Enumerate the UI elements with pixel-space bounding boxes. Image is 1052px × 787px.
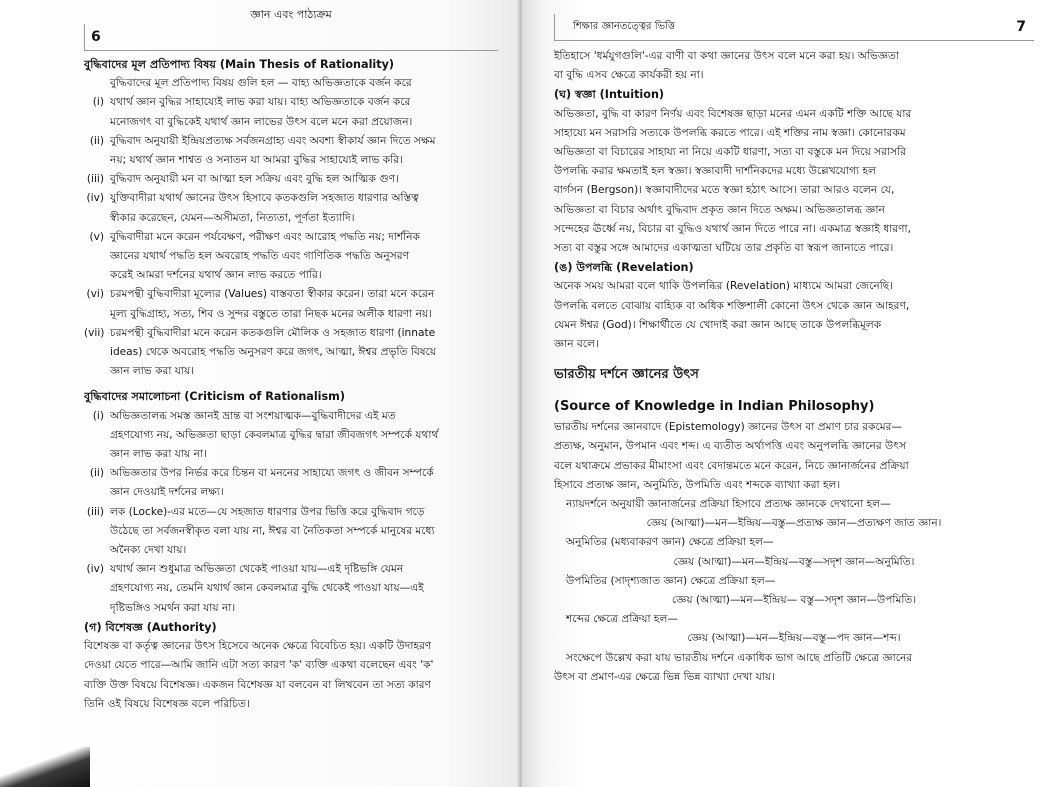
list-item-text: দৃষ্টিভঙ্গিও সমর্থন করা যায় না। — [110, 601, 236, 614]
list-item-line — [84, 541, 498, 560]
list-item-text: অনৈক্য দেখা যায়। — [110, 544, 187, 557]
paragraph-line: অভিজ্ঞতা বা বিচারের সাহায্য না নিয়ে একটি ধারণা, সত্য বা বস্তুকে মন দিয়ে সরাসরি — [554, 146, 906, 159]
list-item-text: করেই আমরা দর্শনের যথার্থ জ্ঞান লাভ করতে পারি। — [110, 269, 322, 282]
list-item-number — [84, 426, 110, 445]
left-running-head: জ্ঞান এবং পাঠ্যক্রম — [250, 8, 332, 21]
left-page — [0, 0, 522, 787]
list-item-text: জ্ঞানের যথার্থ পদ্ধতি হল অবরোহ পদ্ধতি এবং গাণিতিক পদ্ধতি অনুসরণ — [110, 250, 409, 263]
page-edge-shadow — [0, 747, 90, 787]
list-item-number — [84, 343, 110, 362]
list-item-number — [84, 579, 110, 598]
list-item-text: বুদ্ধিবাদীরা মনে করেন পর্যবেক্ষণ, পরীক্ষণ এবং আরোহ পদ্ধতি নয়; দার্শনিক — [110, 230, 420, 243]
list-item-number — [84, 151, 110, 170]
list-item-number: (i) — [92, 96, 104, 109]
paragraph-line: অনুমিতির (মধ্যবাকরণ জ্ঞান) ক্ষেত্রে প্রক্রিয়া হল— — [566, 536, 774, 549]
list-item-line — [84, 228, 498, 247]
list-item-line — [84, 503, 498, 522]
list-item-line — [84, 132, 498, 151]
list-item-number — [84, 445, 110, 464]
list-item-number: (vii) — [84, 326, 105, 339]
paragraph-line: অভিজ্ঞতা, বুদ্ধি বা কারণ নির্ণয় এবং বিশেষজ্ঞ ছাড়া মনের এমন একটি শক্তি আছে যার — [554, 107, 912, 120]
list-item-text: বুদ্ধিবাদ অনুযায়ী ইন্দ্রিয়প্রত্যক্ষ সর্বজনগ্রাহ্য এবং অবশ্য স্বীকার্য জ্ঞান দিতে সক্ষম — [110, 134, 436, 147]
paragraph-line: উপলব্ধি বলতে বোঝায় বাহ্যিক বা অধিক শক্তিশালী কোনো উৎস থেকে জ্ঞান আহরণ, — [554, 299, 910, 312]
list-item-text: স্বীকার করেছেন, যেমন—অসীমতা, নিত্যতা, পূর্ণতা ইত্যাদি। — [110, 211, 355, 224]
list-item-text: জ্ঞান লাভ করা যায়। — [110, 365, 195, 378]
list-item-line — [84, 362, 498, 381]
list-item-line — [84, 407, 498, 426]
paragraph-line: যেমন ঈশ্বর (God)। শিক্ষার্থীতে যে খোদাই করা জ্ঞান আছে তাকে উপলব্ধিমূলক — [554, 318, 882, 331]
left-page-text — [84, 55, 498, 714]
list-item-text: উঠেছে তা সর্বজনস্বীকৃত বলা যায় না, ঈশ্বর বা নৈতিকতা সম্পর্কে মানুষের মধ্যে — [110, 524, 435, 537]
list-item-line — [84, 464, 498, 483]
list-item-text: গ্রহণযোগ্য নয়, অভিজ্ঞতা ছাড়া কেবলমাত্র বুদ্ধির দ্বারা জীবজগৎ সম্পর্কে যথার্থ — [110, 428, 439, 441]
list-item-line — [84, 324, 498, 343]
section-heading: বুদ্ধিবাদের মূল প্রতিপাদ্য বিষয় (Main Thesis of Rationality) — [84, 58, 394, 71]
right-running-head: শিক্ষার জ্ঞানতত্ত্বের ভিত্তি — [573, 20, 676, 32]
list-item-line — [84, 113, 498, 132]
list-item-line — [84, 189, 498, 208]
list-item-line — [84, 426, 498, 445]
right-page-text — [554, 47, 1034, 687]
list-item-text: যথার্থ জ্ঞান বুদ্ধির সাহায্যেই লাভ করা যায়। বাহ্য অভিজ্ঞতাকে বর্জন করে — [110, 96, 411, 109]
process-formula: জ্ঞেয় (আত্মা)—মন—ইন্দ্রিয়— বস্তু—সদৃশ জ্ঞান—উপমিতি। — [671, 594, 917, 607]
list-item-number — [84, 362, 110, 381]
list-item-number — [84, 305, 110, 324]
right-page-number: 7 — [1016, 19, 1026, 35]
paragraph-line: উপলব্ধি করার ক্ষমতাই হল স্বজ্ঞা। স্বজ্ঞাবাদী দার্শনিকদের মধ্যে উল্লেখযোগ্য হল — [554, 165, 876, 178]
list-item-text: মনোজগৎ বা বুদ্ধিকেই যথার্থ জ্ঞান লাভের উৎস বলে মনে করা প্রয়োজন। — [110, 115, 413, 128]
paragraph-line: ব্যক্তি উক্ত বিষয়ে বিশেষজ্ঞ। একজন বিশেষজ্ঞ যা বলবেন বা লিখবেন তা সত্য কারণ — [84, 678, 431, 691]
paragraph-line: অভিজ্ঞতা বা বিচার অর্থাৎ বুদ্ধিবাদ প্রকৃত জ্ঞান দিতে অক্ষম। অভিজ্ঞতালব্ধ জ্ঞান — [554, 203, 885, 216]
list-item-number — [84, 247, 110, 266]
list-item-text: ideas) থেকে অবরোহ পদ্ধতি অনুসরণ করে জগৎ, আত্মা, ঈশ্বর প্রভৃতি বিষয়ে — [110, 346, 437, 359]
paragraph-line: সত্য বা বস্তুর সঙ্গে আমাদের একাত্মতা ঘটিয়ে তার প্রকৃতি বা স্বরূপ জানাতে পারে। — [554, 242, 894, 255]
list-item-number: (iii) — [86, 173, 104, 186]
list-item-text: মূল্য বুদ্ধিগ্রাহ্য, সত্য, শিব ও সুন্দর বস্তুতে তারা নিছক মনের অলীক ধারণা নয়। — [110, 307, 432, 320]
paragraph-line: বা বুদ্ধি এসব ক্ষেত্রে কার্যকরী হয় না। — [554, 69, 704, 82]
section-heading: ভারতীয় দর্শনে জ্ঞানের উৎস — [554, 367, 699, 383]
list-item-number — [84, 209, 110, 228]
list-item-number — [84, 522, 110, 541]
list-item-line — [84, 343, 498, 362]
list-item-number: (v) — [89, 230, 104, 243]
list-item-line — [84, 247, 498, 266]
paragraph-line: সংক্ষেপে উল্লেখ করা যায় ভারতীয় দর্শনে একাধিক ভাগ আছে প্রতিটি ক্ষেত্রে জ্ঞানের — [566, 651, 913, 664]
list-item-number — [84, 599, 110, 618]
subsection-heading: (ঘ) স্বজ্ঞা (Intuition) — [554, 88, 665, 102]
section-heading: (Source of Knowledge in Indian Philosophy) — [554, 399, 875, 415]
subsection-heading: (ঙ) উপলব্ধি (Revelation) — [554, 261, 694, 275]
list-item-text: চরমপন্থী বুদ্ধিবাদীরা মনে করেন কতকগুলি মৌলিক ও সহজাত ধারণা (innate — [110, 326, 436, 339]
list-item-line — [84, 560, 498, 579]
list-item-text: অভিজ্ঞতার উপর নির্ভর করে চিন্তন বা মননের সাহায্যে জগৎ ও জীবন সম্পর্কে — [110, 467, 434, 480]
list-item-text: গ্রহণযোগ্য নয়, তেমনি যথার্থ জ্ঞান কেবলমাত্র বুদ্ধি থেকেই পাওয়া যায়—এই — [110, 582, 424, 595]
process-formula: জ্ঞেয় (আত্মা)—মন—ইন্দ্রিয়—বস্তু—সদৃশ জ্ঞান—অনুমিতি। — [673, 555, 915, 568]
process-formula: জ্ঞেয় (আত্মা)—মন—ইন্দ্রিয়—বস্তু—প্রত্যক্ষ জ্ঞান—প্রত্যক্ষণ জাত জ্ঞান। — [646, 517, 942, 530]
list-item-line — [84, 93, 498, 112]
paragraph-line: ন্যায়দর্শনে অনুযায়ী জ্ঞানার্জনের প্রক্রিয়া হিসাবে প্রত্যক্ষ জ্ঞানকে দেখানো হল— — [566, 498, 891, 511]
list-item-text: নয়; যথার্থ জ্ঞান শাশ্বত ও সনাতন যা আমরা বুদ্ধির সাহায্যেই লাভ করি। — [110, 154, 403, 167]
left-page-header — [84, 24, 498, 51]
list-item-number: (iii) — [86, 505, 104, 518]
list-item-text: জ্ঞান লাভ করা যায় না। — [110, 448, 207, 461]
section-heading: বুদ্ধিবাদের সমালোচনা (Criticism of Rationalism) — [84, 390, 345, 404]
list-item-number — [84, 266, 110, 285]
list-item-number — [84, 74, 110, 93]
paragraph-line: বার্গসন (Bergson)। স্বজ্ঞাবাদীদের মতে স্বজ্ঞা হঠাৎ আসে। তারা আরও বলেন যে, — [554, 184, 895, 197]
paragraph-line: সন্দেহের ঊর্ধ্বে নয়, বিচার বা বুদ্ধিও যথার্থ জ্ঞান দিতে পারে না। একমাত্র স্বজ্ঞাই ধারণা, — [554, 222, 911, 235]
list-item-text: যুক্তিবাদীরা যথার্থ জ্ঞানের উৎস হিসাবে কতকগুলি সহজাত ধারণার অস্তিত্ব — [110, 192, 419, 205]
list-item-text: অভিজ্ঞতালব্ধ সমস্ত জ্ঞানই ভ্রান্ত বা সংশয়াত্মক—বুদ্ধিবাদীদের এই মত — [110, 409, 396, 422]
left-page-number: 6 — [91, 29, 101, 45]
list-item-text: বুদ্ধিবাদের মূল প্রতিপাদ্য বিষয় গুলি হল — বাহ্য অভিজ্ঞতাকে বর্জন করে — [110, 77, 412, 90]
list-item-number: (ii) — [89, 134, 104, 147]
list-item-number: (vi) — [86, 288, 104, 301]
list-item-number: (iv) — [86, 192, 104, 205]
paragraph-line: অনেক সময় আমরা বলে থাকি উপলব্ধির (Revelation) মাধ্যমে আমরা জেনেছি। — [554, 280, 893, 293]
list-item-line — [84, 74, 498, 93]
list-item-text: যথার্থ জ্ঞান শুধুমাত্র অভিজ্ঞতা থেকেই পাওয়া যায়—এই দৃষ্টিভঙ্গি যেমন — [110, 563, 404, 576]
list-item-text: বুদ্ধিবাদ অনুযায়ী মন বা আত্মা হল সক্রিয় এবং বুদ্ধি হল আত্মিক গুণ। — [110, 173, 399, 186]
list-item-line — [84, 151, 498, 170]
paragraph-line: বিশেষজ্ঞ বা কর্তৃত্ব জ্ঞানের উৎস হিসেবে অনেক ক্ষেত্রে বিবেচিত হয়। একটি উদাহরণ — [84, 640, 432, 653]
paragraph-line: শব্দের ক্ষেত্রে প্রক্রিয়া হল— — [566, 613, 678, 626]
paragraph-line: হিসাবে প্রত্যক্ষ জ্ঞান, অনুমিতি, উপমিতি এবং শব্দকে ব্যাখ্যা করা হল। — [554, 478, 841, 491]
list-item-number: (iv) — [86, 563, 104, 576]
list-item-number — [84, 113, 110, 132]
list-item-text: চরমপন্থী বুদ্ধিবাদীরা মূল্যের (Values) বাস্তবতা স্বীকার করেন। তারা মনে করেন — [110, 288, 435, 301]
paragraph-line: জ্ঞান বলে। — [554, 338, 599, 351]
right-page-header — [554, 14, 1034, 41]
paragraph-line: উৎস বা প্রমাণ-এর ক্ষেত্রে ভিন্ন ভিন্ন ব্যাখ্যা দেখা যায়। — [554, 670, 775, 683]
subsection-heading: (গ) বিশেষজ্ঞ (Authority) — [84, 620, 217, 634]
list-item-number — [84, 541, 110, 560]
list-item-line — [84, 579, 498, 598]
list-item-line — [84, 305, 498, 324]
right-page — [522, 0, 1052, 787]
paragraph-line: ভারতীয় দর্শনের জ্ঞানবাদে (Epistemology) জ্ঞানের উৎস বা প্রমাণ চার রকমের— — [554, 421, 903, 434]
paragraph-line: দেওয়া যেতে পারে—আমি জানি এটা সত্য কারণ 'ক' ব্যক্তি একথা বলেছেন এবং 'ক' — [84, 659, 434, 672]
list-item-line — [84, 599, 498, 618]
process-formula: জ্ঞেয় (আত্মা)—মন—ইন্দ্রিয়—বস্তু—পদ জ্ঞান—শব্দ। — [687, 632, 901, 645]
paragraph-line: বলে যথাক্রমে প্রভাকর মীমাংসা এবং বেদান্তমতে মনে করেন, নিচে জ্ঞানার্জনের প্রক্রিয়া — [554, 459, 909, 472]
list-item-text: জ্ঞান দেওয়াই দর্শনের লক্ষ্য। — [110, 486, 224, 499]
paragraph-line: প্রত্যক্ষ, অনুমান, উপমান এবং শব্দ। এ ব্যতীত অর্থাপত্তি এবং অনুপলব্ধি জ্ঞানের উৎস — [554, 440, 906, 453]
list-item-line — [84, 209, 498, 228]
list-item-number: (i) — [92, 409, 104, 422]
list-item-line — [84, 285, 498, 304]
list-item-line — [84, 445, 498, 464]
paragraph-line: সাহায্যে মন সরাসরি সত্যকে উপলব্ধি করতে পারে। এই শক্তির নাম স্বজ্ঞা। কোনোরকম — [554, 126, 906, 139]
paragraph-line: উপমিতির (সাদৃশ্যজাত জ্ঞান) ক্ষেত্রে প্রক্রিয়া হল— — [566, 574, 776, 587]
list-item-line — [84, 483, 498, 502]
list-item-line — [84, 522, 498, 541]
list-item-line — [84, 170, 498, 189]
list-item-line — [84, 266, 498, 285]
list-item-number: (ii) — [89, 467, 104, 480]
list-item-text: লক (Locke)-এর মতে—যে সহজাত ধারণার উপর ভিত্তি করে বুদ্ধিবাদ গড়ে — [110, 505, 425, 518]
paragraph-line: ইতিহাসে 'ধর্মযুগগুলি'-এর বাণী বা কথা জ্ঞানের উৎস বলে মনে করা হয়। অভিজ্ঞতা — [554, 50, 900, 62]
paragraph-line: তিনি ওই বিষয়ে বিশেষজ্ঞ বলে পরিচিত। — [84, 697, 250, 710]
list-item-number — [84, 483, 110, 502]
